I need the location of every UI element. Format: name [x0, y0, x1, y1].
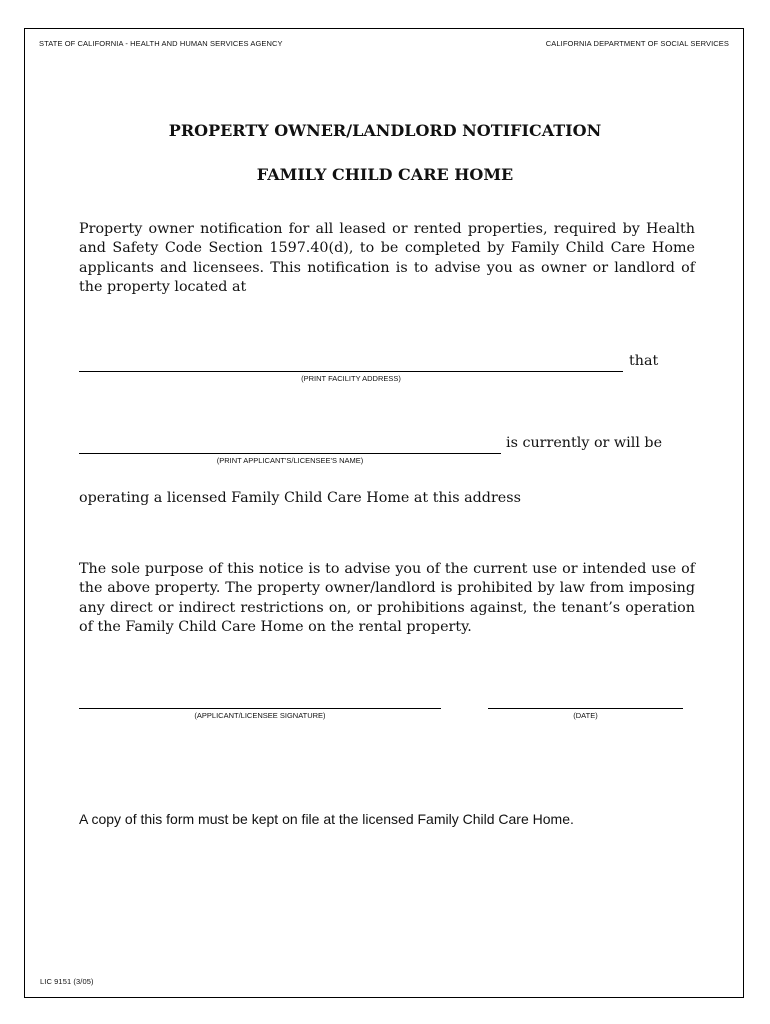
form-subtitle: FAMILY CHILD CARE HOME — [256, 165, 514, 184]
applicant-name-field[interactable] — [79, 429, 501, 453]
applicant-name-suffix: is currently or will be — [506, 435, 663, 451]
facility-address-caption: (PRINT FACILITY ADDRESS) — [301, 374, 401, 383]
form-number: LIC 9151 (3/05) — [40, 977, 94, 986]
form-page — [24, 28, 744, 998]
copy-notice: A copy of this form must be kept on file at the licensed Family Child Care Home. — [79, 811, 574, 827]
facility-address-line — [79, 371, 623, 372]
header-agency: STATE OF CALIFORNIA - HEALTH AND HUMAN SERVICES AGENCY — [39, 39, 283, 48]
form-title: PROPERTY OWNER/LANDLORD NOTIFICATION — [168, 121, 602, 140]
date-field[interactable] — [488, 684, 683, 708]
facility-address-field[interactable] — [79, 347, 623, 371]
intro-paragraph: Property owner notification for all leased or rented properties, required by Health and Safety Code Section 1597.40(d), to be completed by Family Child Care Home applicants and licensees. This notification is to advise you as owner or landlord of the property located at — [79, 221, 695, 296]
purpose-paragraph: The sole purpose of this notice is to advise you of the current use or intended use of the above property. The property owner/landlord is prohibited by law from imposing any direct or indirect restrictions on, or prohibitions against, the tenant’s operation of the Family Child Care Home on the rental property. — [79, 561, 695, 636]
signature-caption: (APPLICANT/LICENSEE SIGNATURE) — [194, 711, 326, 720]
date-line — [488, 708, 683, 709]
signature-field[interactable] — [79, 684, 441, 708]
header-department: CALIFORNIA DEPARTMENT OF SOCIAL SERVICES — [545, 39, 729, 48]
applicant-name-line — [79, 453, 501, 454]
applicant-name-caption: (PRINT APPLICANT'S/LICENSEE'S NAME) — [216, 456, 364, 465]
facility-address-suffix: that — [629, 353, 659, 369]
signature-line — [79, 708, 441, 709]
date-caption: (DATE) — [573, 711, 598, 720]
operating-statement: operating a licensed Family Child Care Home at this address — [79, 490, 521, 506]
